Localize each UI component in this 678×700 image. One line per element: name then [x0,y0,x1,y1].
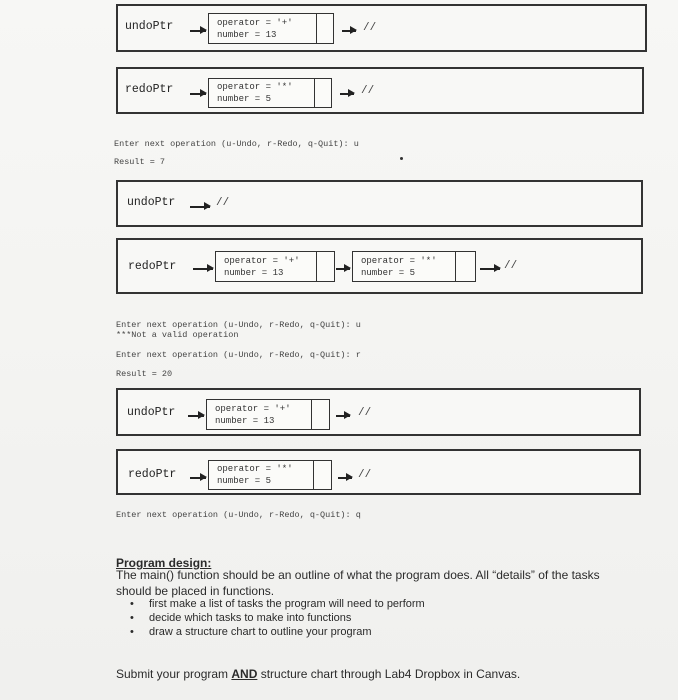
redo-pointer-label: redoPtr [128,468,177,481]
stack-node [215,251,335,282]
node-number: number = 5 [361,268,416,278]
stray-dot [400,157,403,160]
null-marker: // [358,407,372,419]
pointer-arrow [190,93,206,95]
next-arrow [480,268,500,270]
terminal-error: ***Not a valid operation [116,330,239,340]
undo-stack-panel [116,4,647,52]
undo-pointer-label: undoPtr [125,20,174,33]
redo-pointer-label: redoPtr [128,260,177,273]
next-arrow [336,415,350,417]
redo-stack-panel [116,238,643,294]
node-number: number = 13 [224,268,284,278]
redo-pointer-label: redoPtr [125,83,174,96]
bullet-item: first make a list of tasks the program will need to perform [149,598,425,610]
terminal-result: Result = 20 [116,369,173,379]
pointer-arrow [190,206,210,208]
terminal-prompt: Enter next operation (u-Undo, r-Redo, q-Quit): u [116,320,361,330]
pointer-arrow [190,477,206,479]
pointer-arrow [193,268,213,270]
node-operator: operator = '+' [224,256,300,266]
node-operator: operator = '*' [217,82,293,92]
stack-node [208,13,334,44]
section-heading: Program design: [116,556,212,570]
bullet-icon: • [130,612,134,624]
node-operator: operator = '*' [361,256,437,266]
undo-stack-panel [116,180,643,227]
next-arrow [342,30,356,32]
pointer-arrow [188,415,204,417]
terminal-prompt: Enter next operation (u-Undo, r-Redo, q-Quit): q [116,510,361,520]
stack-node [208,78,332,108]
submit-emphasis: AND [231,667,258,681]
design-text-line: The main() function should be an outline of what the program does. All “details” of the tasks [116,568,600,582]
undo-stack-panel [116,388,641,436]
bullet-item: draw a structure chart to outline your program [149,626,372,638]
submit-text-end: structure chart through Lab4 Dropbox in Canvas. [257,667,521,681]
pointer-arrow [190,30,206,32]
terminal-result: Result = 7 [114,157,166,167]
bullet-icon: • [130,598,134,610]
undo-pointer-label: undoPtr [127,406,176,419]
stack-node [206,399,330,430]
undo-pointer-label: undoPtr [127,196,176,209]
stack-node [208,460,332,490]
null-marker: // [358,469,372,481]
next-arrow [338,477,352,479]
terminal-prompt: Enter next operation (u-Undo, r-Redo, q-Quit): r [116,350,361,360]
redo-stack-panel [116,67,644,114]
design-text-line: should be placed in functions. [116,584,275,598]
bullet-icon: • [130,626,134,638]
node-operator: operator = '+' [215,404,291,414]
node-operator: operator = '*' [217,464,293,474]
node-operator: operator = '+' [217,18,293,28]
node-number: number = 13 [215,416,275,426]
node-number: number = 5 [217,94,272,104]
node-number: number = 5 [217,476,272,486]
null-marker: // [363,22,377,34]
null-marker: // [361,85,375,97]
null-marker: // [216,197,230,209]
submit-instructions [116,667,520,681]
next-arrow [340,93,354,95]
stack-node [352,251,476,282]
bullet-item: decide which tasks to make into functions [149,612,352,624]
terminal-prompt: Enter next operation (u-Undo, r-Redo, q-Quit): u [114,139,359,149]
null-marker: // [504,260,518,272]
redo-stack-panel [116,449,641,495]
next-arrow [336,268,350,270]
node-number: number = 13 [217,30,277,40]
submit-text-start: Submit your program [116,667,232,681]
